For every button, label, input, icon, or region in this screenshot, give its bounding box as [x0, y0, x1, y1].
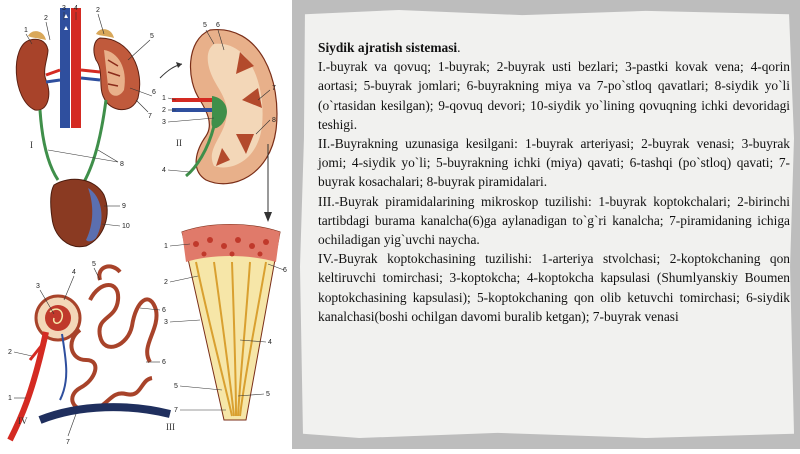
left-adrenal-gland [28, 31, 46, 40]
label-ii-4: 4 [162, 167, 166, 174]
document-title-suffix: . [457, 40, 461, 55]
panel-kidney-section [162, 22, 277, 184]
label-iii-5b: 5 [266, 391, 270, 398]
efferent-arteriole [60, 334, 66, 400]
label-ii-6: 6 [216, 22, 220, 29]
label-iv-4: 4 [72, 269, 76, 276]
label-i-2b: 2 [96, 7, 100, 14]
label-iv-6b: 6 [162, 359, 166, 366]
label-ii-1: 1 [162, 95, 166, 102]
label-i-7: 7 [148, 113, 152, 120]
label-ii-7: 7 [272, 85, 276, 92]
label-ii-3: 3 [162, 119, 166, 126]
label-i-2: 2 [44, 15, 48, 22]
label-iv-2: 2 [8, 349, 12, 356]
label-iii-7: 7 [174, 407, 178, 414]
paragraph-i: I.-buyrak va qovuq; 1-buyrak; 2-buyrak usti bezlari; 3-pastki kovak vena; 4-qorin aortasi; 5-buyrak jomlari; 6-buyrakning miya va 7-po`stloq qavatlari; 8-siydik yo`li (o`rtasidan kesilgan); 9-qovuq devori; 10-siydik yo`lining qovuqning ichki devoridagi teshigi. [318, 59, 790, 132]
label-iv-5: 5 [92, 261, 96, 268]
text-panel [292, 0, 800, 449]
panel-kidneys-bladder [16, 5, 156, 247]
document-title: Siydik ajratish sistemasi [318, 40, 458, 55]
label-iii-6: 6 [283, 267, 287, 274]
label-i-4: 4 [74, 5, 78, 12]
convoluted-tubules [71, 266, 156, 410]
label-iii-4: 4 [268, 339, 272, 346]
label-i-3: 3 [62, 5, 66, 12]
label-ii-8: 8 [272, 117, 276, 124]
label-iii-1: 1 [164, 243, 168, 250]
label-i-5: 5 [150, 33, 154, 40]
left-ureter [40, 110, 58, 180]
label-i-1: 1 [24, 27, 28, 34]
right-ureter [84, 100, 106, 182]
panel-label-i: I [30, 140, 33, 150]
paragraph-ii: II.-Buyrakning uzunasiga kesilgani: 1-buyrak arteriyasi; 2-buyrak venasi; 3-buyrak jomi; 4-siydik yo`li; 5-buyrakning ichki (miya) qavati; 6-tashqi (po`stloq) qavati; 7-buyrak kosachalari; 8-buyrak piramidalari. [318, 136, 790, 190]
panel-pyramid-microscopy [164, 225, 287, 433]
panel-glomerulus [8, 261, 170, 446]
aorta [71, 8, 81, 128]
vena-cava [60, 8, 70, 128]
document-body [318, 38, 790, 326]
label-i-6: 6 [152, 89, 156, 96]
right-adrenal-gland [96, 29, 114, 38]
label-ii-5: 5 [203, 22, 207, 29]
label-i-10: 10 [122, 223, 130, 230]
urinary-system-illustration [0, 0, 292, 449]
panel-label-iv: IV [18, 416, 28, 426]
label-iv-7: 7 [66, 439, 70, 446]
document-title-line [318, 38, 790, 57]
label-iii-3: 3 [164, 319, 168, 326]
anatomy-figure [0, 0, 292, 449]
label-iii-5a: 5 [174, 383, 178, 390]
label-i-8: 8 [120, 161, 124, 168]
paragraph-iii: III.-Buyrak piramidalarining mikroskop tuzilishi: 1-buyrak koptokchalari; 2-birinchi tartibdagi burama kanalcha(6)ga aylanadigan to`g`ri kanalcha; 7-piramidaning ichiga ochiladigan yig`uvchi naycha. [318, 193, 790, 248]
left-kidney [16, 39, 48, 110]
label-iv-3: 3 [36, 283, 40, 290]
panel-label-iii: III [166, 422, 175, 432]
label-i-9: 9 [122, 203, 126, 210]
label-iv-6a: 6 [162, 307, 166, 314]
paragraph-iv: IV.-Buyrak koptokchasining tuzilishi: 1-arteriya stvolchasi; 2-koptokchaning qon keltiruvchi tomirchasi; 3-koptokcha; 4-koptokcha kapsulasi (Shumlyanskiy Boumen koptokchasining kapsulasi); 5-koptokchaning qon olib ketuvchi tomirchasi; 6-siydik kanalchasi(boshi ochilgan davomi buralib ketgan); 7-buyrak venasi [318, 251, 790, 324]
label-ii-2: 2 [162, 107, 166, 114]
panel-label-ii: II [176, 138, 182, 148]
label-iv-1: 1 [8, 395, 12, 402]
label-iii-2: 2 [164, 279, 168, 286]
renal-vein-iv [40, 407, 170, 420]
